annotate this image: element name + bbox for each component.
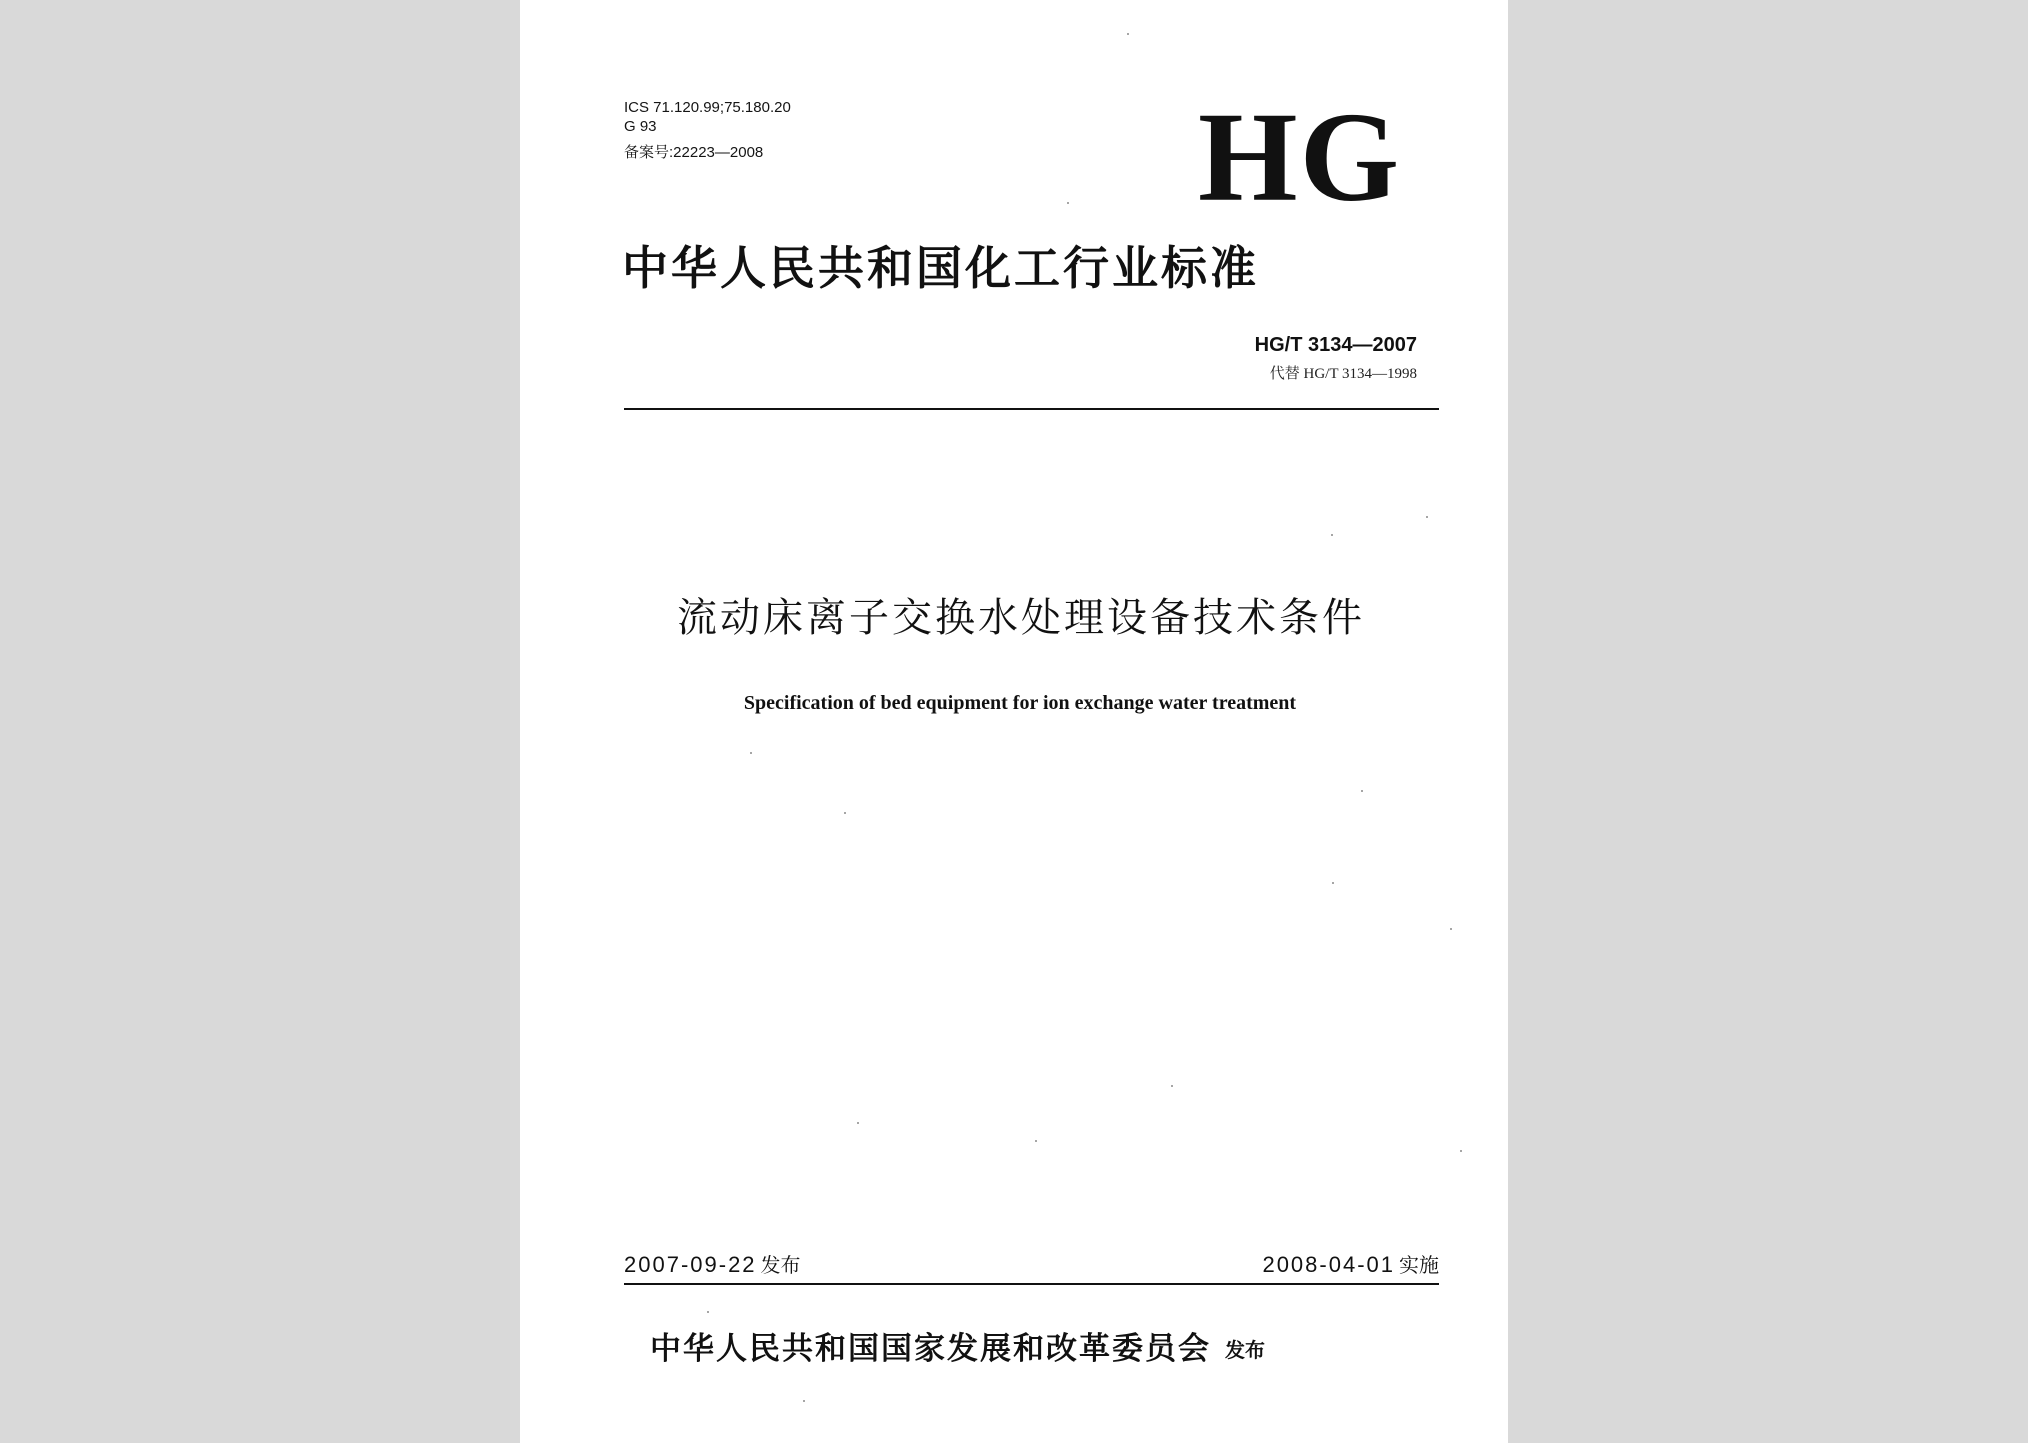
scan-speck — [750, 752, 752, 754]
scan-speck — [1460, 1150, 1462, 1152]
scan-speck — [1127, 33, 1129, 35]
issue-date-line — [624, 1250, 801, 1280]
scan-speck — [1067, 202, 1069, 204]
national-standard-heading: 中华人民共和国化工行业标准 — [622, 241, 1259, 295]
scan-speck — [857, 1122, 859, 1124]
scan-speck — [803, 1400, 805, 1402]
publisher-line — [650, 1327, 1265, 1371]
scan-speck — [707, 1311, 709, 1313]
scan-speck — [844, 812, 846, 814]
standard-number: HG/T 3134—2007 — [1254, 334, 1417, 356]
publisher-name: 中华人民共和国国家发展和改革委员会 — [650, 1331, 1211, 1367]
scan-speck — [1171, 1085, 1173, 1087]
effective-date-line — [1262, 1250, 1439, 1280]
document-title-chinese: 流动床离子交换水处理设备技术条件 — [677, 595, 1365, 641]
scan-speck — [1426, 516, 1428, 518]
scan-speck — [1332, 882, 1334, 884]
ics-code: ICS 71.120.99;75.180.20 — [624, 99, 791, 116]
scan-speck — [1331, 534, 1333, 536]
header-divider — [624, 408, 1439, 410]
hg-logo: HG — [1198, 86, 1402, 228]
effective-date: 2008-04-01 — [1262, 1252, 1395, 1277]
standard-cover-page — [520, 0, 1508, 1443]
ccs-code: G 93 — [624, 118, 657, 135]
issue-date: 2007-09-22 — [624, 1252, 757, 1277]
scan-speck — [1361, 790, 1363, 792]
issue-label: 发布 — [760, 1253, 801, 1277]
replaces-standard: 代替 HG/T 3134—1998 — [1269, 366, 1417, 382]
scan-speck — [1035, 1140, 1037, 1142]
effective-label: 实施 — [1399, 1253, 1439, 1277]
scan-speck — [1450, 928, 1452, 930]
registration-number: 备案号:22223—2008 — [624, 144, 764, 161]
footer-divider — [624, 1283, 1439, 1285]
document-title-english: Specification of bed equipment for ion exchange water treatment — [743, 692, 1297, 714]
publisher-label: 发布 — [1225, 1338, 1265, 1362]
